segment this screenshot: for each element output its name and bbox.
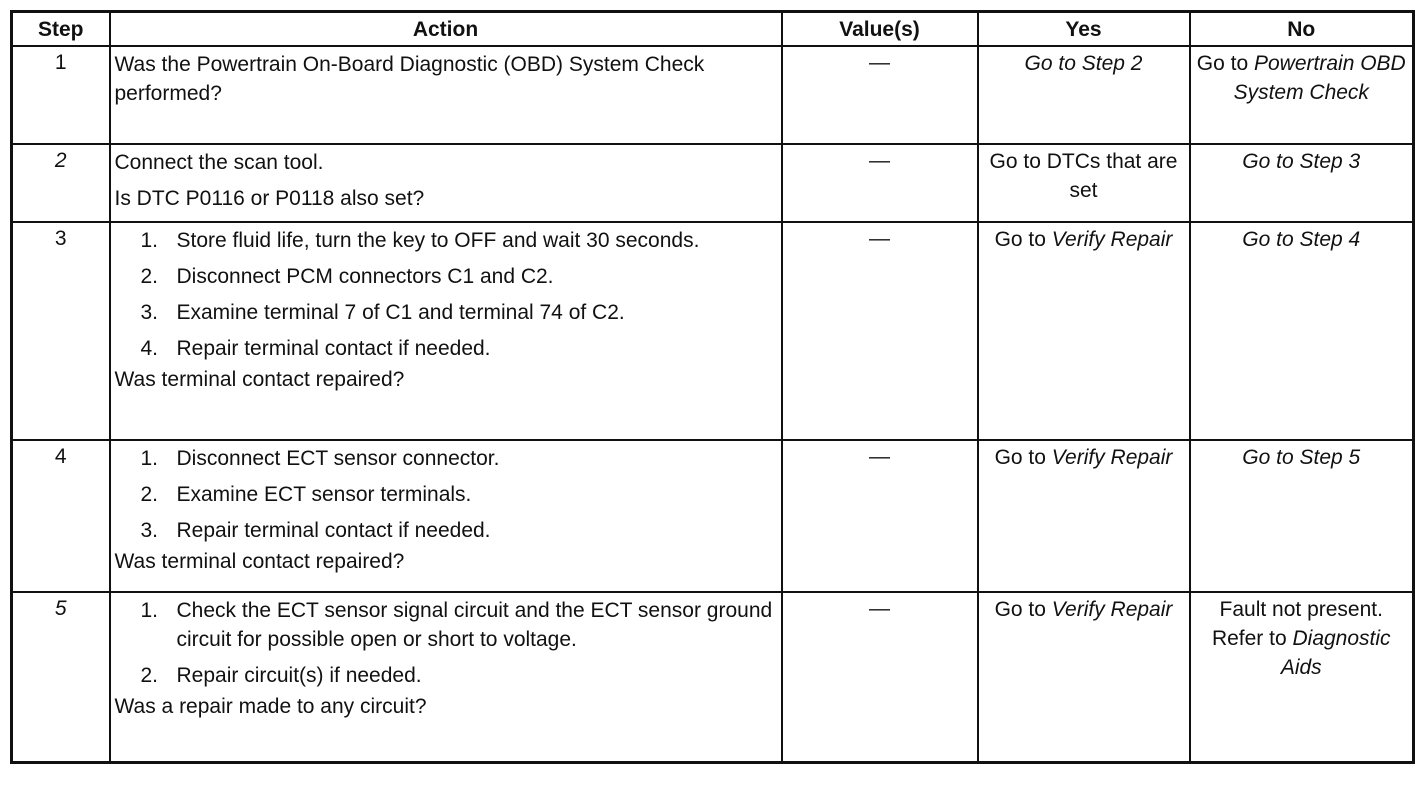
table-row: [12, 440, 1414, 592]
yes-prefix: Go to: [994, 446, 1046, 469]
no-cell[interactable]: [1190, 592, 1414, 762]
action-text: Connect the scan tool.: [114, 151, 324, 174]
no-link[interactable]: Powertrain OBD System Check: [1233, 52, 1406, 104]
list-item-text: Store fluid life, turn the key to OFF and wait 30 seconds.: [176, 229, 700, 252]
list-item: [115, 516, 777, 545]
yes-cell[interactable]: [978, 440, 1190, 592]
list-item-text: Repair terminal contact if needed.: [176, 337, 491, 360]
yes-cell[interactable]: [978, 222, 1190, 440]
list-item: [115, 226, 777, 255]
list-item: [115, 480, 777, 509]
step-number: 1: [12, 46, 110, 144]
list-item-number: 1.: [140, 229, 159, 252]
no-cell[interactable]: Go to Step 5: [1190, 440, 1414, 592]
list-item: [115, 444, 777, 473]
list-item-text: Repair terminal contact if needed.: [176, 519, 491, 542]
list-item-number: 3.: [140, 519, 159, 542]
header-action: Action: [110, 12, 782, 47]
step-number: 4: [12, 440, 110, 592]
action-cell: [110, 592, 782, 762]
list-item-text: Repair circuit(s) if needed.: [176, 664, 422, 687]
action-cell: [110, 46, 782, 144]
action-question: Was a repair made to any circuit?: [114, 695, 427, 718]
list-item-text: Check the ECT sensor signal circuit and the ECT sensor ground circuit for possible open or short to voltage.: [176, 599, 773, 651]
list-item-number: 2.: [140, 483, 159, 506]
list-item: [115, 262, 777, 291]
yes-cell[interactable]: [978, 592, 1190, 762]
table-row: [12, 46, 1414, 144]
diagnostic-page: [10, 10, 1412, 764]
step-number: 5: [12, 592, 110, 762]
header-no: No: [1190, 12, 1414, 47]
action-cell: [110, 144, 782, 222]
list-item-text: Examine terminal 7 of C1 and terminal 74 of C2.: [176, 301, 625, 324]
list-item: [115, 661, 777, 690]
list-item-number: 2.: [140, 664, 159, 687]
list-item-text: Disconnect ECT sensor connector.: [176, 447, 500, 470]
value-cell: —: [782, 46, 978, 144]
yes-link[interactable]: Verify Repair: [1051, 228, 1173, 251]
list-item-number: 4.: [140, 337, 159, 360]
list-item-number: 1.: [140, 599, 159, 622]
list-item: [115, 596, 777, 654]
list-item-text: Disconnect PCM connectors C1 and C2.: [176, 265, 554, 288]
no-cell[interactable]: Go to Step 4: [1190, 222, 1414, 440]
no-prefix: Fault not present. Refer to: [1211, 598, 1383, 650]
table-row: [12, 222, 1414, 440]
action-question: Was terminal contact repaired?: [114, 550, 405, 573]
header-yes: Yes: [978, 12, 1190, 47]
no-prefix: Go to: [1196, 52, 1249, 75]
list-item-text: Examine ECT sensor terminals.: [176, 483, 472, 506]
yes-cell[interactable]: Go to DTCs that are set: [978, 144, 1190, 222]
yes-link[interactable]: Verify Repair: [1051, 598, 1173, 621]
action-text: Was the Powertrain On-Board Diagnostic (OBD) System Check performed?: [114, 53, 705, 105]
action-cell: [110, 222, 782, 440]
step-number: 2: [12, 144, 110, 222]
no-cell[interactable]: [1190, 46, 1414, 144]
yes-cell[interactable]: Go to Step 2: [978, 46, 1190, 144]
no-link[interactable]: Diagnostic Aids: [1280, 627, 1391, 679]
value-cell: —: [782, 222, 978, 440]
list-item-number: 2.: [140, 265, 159, 288]
table-row: [12, 592, 1414, 762]
no-cell[interactable]: Go to Step 3: [1190, 144, 1414, 222]
diagnostic-table: [10, 10, 1415, 764]
yes-link[interactable]: Verify Repair: [1051, 446, 1173, 469]
value-cell: —: [782, 144, 978, 222]
action-cell: [110, 440, 782, 592]
action-question: Was terminal contact repaired?: [114, 368, 405, 391]
list-item-number: 3.: [140, 301, 159, 324]
header-row: [12, 12, 1414, 47]
value-cell: —: [782, 440, 978, 592]
table-row: [12, 144, 1414, 222]
value-cell: —: [782, 592, 978, 762]
action-question: Is DTC P0116 or P0118 also set?: [114, 187, 425, 210]
list-item-number: 1.: [140, 447, 159, 470]
yes-prefix: Go to: [994, 598, 1046, 621]
list-item: [115, 298, 777, 327]
yes-prefix: Go to: [994, 228, 1046, 251]
header-step: Step: [12, 12, 110, 47]
header-values: Value(s): [782, 12, 978, 47]
step-number: 3: [12, 222, 110, 440]
list-item: [115, 334, 777, 363]
